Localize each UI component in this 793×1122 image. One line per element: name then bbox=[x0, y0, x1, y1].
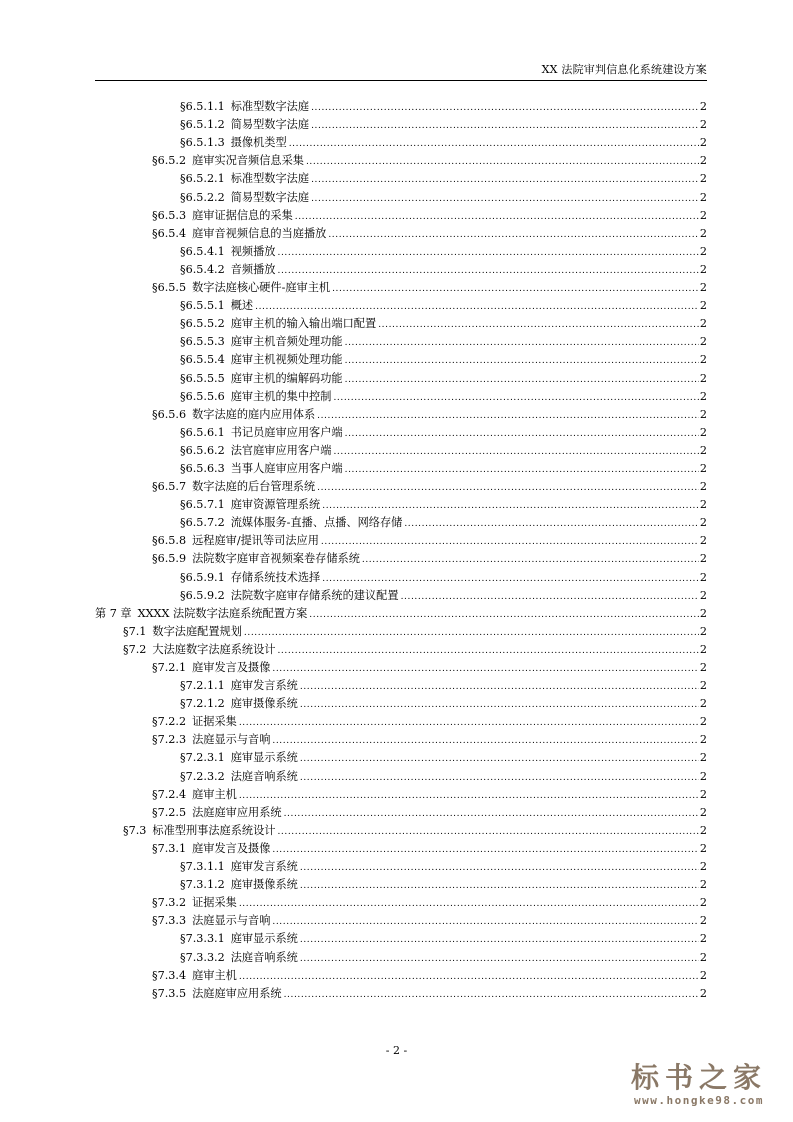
toc-entry[interactable] bbox=[95, 422, 707, 440]
toc-entry-title: 法官庭审应用客户端 bbox=[230, 443, 332, 457]
toc-dot-leader bbox=[239, 971, 699, 983]
toc-entry-number: §6.5.2.1 bbox=[180, 172, 225, 186]
toc-entry-page: 2 bbox=[699, 914, 707, 928]
toc-entry-page: 2 bbox=[699, 208, 707, 222]
toc-entry-page: 2 bbox=[699, 100, 707, 114]
toc-dot-leader bbox=[322, 500, 699, 512]
toc-entry[interactable] bbox=[95, 186, 707, 204]
toc-entry-number: §7.3.3.1 bbox=[180, 932, 225, 946]
toc-entry-number: §6.5.3 bbox=[152, 208, 187, 222]
toc-entry-number: §6.5.2 bbox=[152, 154, 187, 168]
toc-entry[interactable] bbox=[95, 711, 707, 729]
toc-dot-leader bbox=[300, 953, 699, 965]
toc-entry-page: 2 bbox=[699, 425, 707, 439]
toc-dot-leader bbox=[404, 518, 699, 530]
toc-entry-title: 证据采集 bbox=[192, 715, 237, 729]
toc-entry-number: §6.5.4.1 bbox=[180, 244, 225, 258]
toc-entry-number: §7.3.4 bbox=[152, 968, 187, 982]
toc-dot-leader bbox=[333, 446, 698, 458]
toc-entry-number: §7.2.1.1 bbox=[180, 679, 225, 693]
toc-entry-page: 2 bbox=[699, 570, 707, 584]
toc-entry-page: 2 bbox=[699, 606, 707, 620]
toc-entry-number: §6.5.4 bbox=[152, 226, 187, 240]
toc-entry-page: 2 bbox=[699, 841, 707, 855]
toc-entry-number: §7.3.3 bbox=[152, 914, 187, 928]
toc-dot-leader bbox=[345, 374, 699, 386]
toc-dot-leader bbox=[345, 355, 699, 367]
toc-entry-title: 庭审摄像系统 bbox=[230, 697, 298, 711]
toc-entry[interactable] bbox=[95, 566, 707, 584]
toc-entry-title: 法庭显示与音响 bbox=[192, 733, 271, 747]
page-number: - 2 - bbox=[385, 1044, 408, 1057]
toc-entry[interactable] bbox=[95, 820, 707, 838]
toc-entry-number: §6.5.6 bbox=[152, 407, 187, 421]
toc-entry-number: §7.2.3.2 bbox=[180, 769, 225, 783]
toc-entry-title: 法庭庭审应用系统 bbox=[192, 986, 282, 1000]
toc-entry[interactable] bbox=[95, 765, 707, 783]
toc-entry-number: §6.5.8 bbox=[152, 534, 187, 548]
document-title: XX 法院审判信息化系统建设方案 bbox=[541, 63, 707, 76]
toc-entry[interactable] bbox=[95, 530, 707, 548]
toc-entry-page: 2 bbox=[699, 932, 707, 946]
toc-dot-leader bbox=[345, 428, 699, 440]
toc-entry-number: §7.3 bbox=[123, 823, 147, 837]
toc-entry-number: §6.5.7.1 bbox=[180, 498, 225, 512]
toc-entry-title: 法院数字庭审音视频案卷存储系统 bbox=[192, 552, 360, 566]
toc-entry-number: §7.3.2 bbox=[152, 896, 187, 910]
toc-entry-title: 法庭音响系统 bbox=[230, 769, 298, 783]
toc-entry-title: 标准型数字法庭 bbox=[230, 100, 310, 114]
toc-entry[interactable] bbox=[95, 277, 707, 295]
toc-entry-page: 2 bbox=[699, 860, 707, 874]
toc-entry-title: 庭审摄像系统 bbox=[230, 878, 298, 892]
toc-entry-page: 2 bbox=[699, 661, 707, 674]
toc-entry-number: §6.5.1.1 bbox=[180, 100, 225, 114]
toc-entry-title: 证据采集 bbox=[192, 896, 237, 910]
toc-entry[interactable] bbox=[95, 241, 707, 259]
toc-entry-number: §6.5.9.1 bbox=[180, 570, 225, 584]
toc-dot-leader bbox=[311, 174, 699, 186]
toc-entry-page: 2 bbox=[699, 733, 707, 747]
toc-entry[interactable] bbox=[95, 512, 707, 530]
toc-entry-number: §6.5.5.5 bbox=[180, 371, 225, 385]
watermark bbox=[619, 1062, 779, 1107]
toc-entry-number: §6.5.5.6 bbox=[180, 389, 225, 403]
toc-dot-leader bbox=[255, 301, 699, 313]
toc-entry[interactable] bbox=[95, 440, 707, 458]
page-header bbox=[95, 64, 707, 81]
toc-entry-page: 2 bbox=[699, 190, 707, 204]
toc-entry-page: 2 bbox=[699, 335, 707, 349]
toc-entry-number: §7.2.2 bbox=[152, 715, 187, 729]
toc-entry[interactable] bbox=[95, 639, 707, 657]
toc-entry-page: 2 bbox=[699, 498, 707, 512]
toc-entry-title: 庭审发言系统 bbox=[230, 679, 298, 693]
toc-entry[interactable] bbox=[95, 476, 707, 494]
toc-entry-page: 2 bbox=[699, 172, 707, 186]
toc-entry[interactable] bbox=[95, 367, 707, 385]
toc-dot-leader bbox=[272, 844, 698, 856]
toc-entry-page: 2 bbox=[699, 968, 707, 982]
toc-entry-number: §6.5.2.2 bbox=[180, 190, 225, 204]
toc-entry[interactable] bbox=[95, 946, 707, 964]
toc-dot-leader bbox=[278, 265, 699, 277]
table-of-contents bbox=[95, 96, 707, 1001]
toc-dot-leader bbox=[272, 735, 698, 747]
toc-entry-number: §6.5.7.2 bbox=[180, 516, 225, 530]
toc-entry-page: 2 bbox=[699, 751, 707, 765]
toc-entry-title: 法庭音响系统 bbox=[230, 950, 298, 964]
toc-dot-leader bbox=[311, 120, 699, 132]
toc-entry[interactable] bbox=[95, 874, 707, 892]
toc-dot-leader bbox=[300, 772, 699, 784]
toc-entry-title: 法庭显示与音响 bbox=[192, 914, 271, 928]
toc-dot-leader bbox=[378, 319, 699, 331]
toc-dot-leader bbox=[300, 699, 699, 711]
toc-entry-title: 庭审主机音频处理功能 bbox=[230, 335, 343, 349]
toc-entry-title: 庭审显示系统 bbox=[230, 932, 298, 946]
toc-entry[interactable] bbox=[95, 965, 707, 983]
toc-dot-leader bbox=[332, 283, 699, 295]
toc-entry[interactable] bbox=[95, 585, 707, 603]
toc-entry-number: §7.3.5 bbox=[152, 986, 187, 1000]
toc-entry-title: 庭审主机的输入输出端口配置 bbox=[230, 317, 377, 331]
toc-entry-page: 2 bbox=[699, 697, 707, 711]
toc-entry[interactable] bbox=[95, 349, 707, 367]
toc-entry-page: 2 bbox=[699, 371, 707, 385]
toc-entry-title: 法院数字庭审存储系统的建议配置 bbox=[230, 588, 399, 602]
toc-entry-title: 当事人庭审应用客户端 bbox=[230, 461, 343, 475]
toc-entry[interactable] bbox=[95, 132, 707, 150]
toc-entry[interactable] bbox=[95, 168, 707, 186]
toc-dot-leader bbox=[300, 880, 699, 892]
toc-entry[interactable] bbox=[95, 458, 707, 476]
watermark-url: www.hongke98.com bbox=[634, 1094, 764, 1107]
toc-entry-number: §7.3.1.1 bbox=[180, 860, 225, 874]
toc-entry-title: 大法庭数字法庭系统设计 bbox=[152, 642, 276, 656]
toc-entry[interactable] bbox=[95, 259, 707, 277]
toc-entry-number: §6.5.6.1 bbox=[180, 425, 225, 439]
toc-entry-number: §6.5.9.2 bbox=[180, 588, 225, 602]
toc-dot-leader bbox=[272, 916, 698, 928]
toc-entry-number: §6.5.4.2 bbox=[180, 262, 225, 276]
toc-entry-page: 2 bbox=[699, 118, 707, 132]
toc-entry-page: 2 bbox=[699, 878, 707, 892]
toc-entry-page: 2 bbox=[699, 317, 707, 331]
toc-dot-leader bbox=[278, 247, 699, 259]
toc-entry-page: 2 bbox=[699, 823, 707, 837]
toc-entry-page: 2 bbox=[699, 642, 707, 656]
toc-entry-title: 庭审主机 bbox=[192, 787, 237, 801]
toc-entry-number: §7.2.1 bbox=[152, 661, 187, 674]
toc-entry[interactable] bbox=[95, 729, 707, 747]
toc-dot-leader bbox=[317, 410, 699, 422]
toc-entry[interactable] bbox=[95, 603, 707, 621]
toc-entry[interactable] bbox=[95, 675, 707, 693]
toc-entry[interactable] bbox=[95, 331, 707, 349]
toc-dot-leader bbox=[321, 536, 699, 548]
toc-dot-leader bbox=[284, 989, 699, 1001]
toc-dot-leader bbox=[272, 663, 698, 675]
toc-entry[interactable] bbox=[95, 856, 707, 874]
toc-dot-leader bbox=[244, 627, 699, 639]
toc-entry-title: 标准型数字法庭 bbox=[230, 172, 310, 186]
toc-entry-title: 概述 bbox=[230, 299, 254, 313]
toc-dot-leader bbox=[284, 808, 699, 820]
toc-entry-title: 书记员庭审应用客户端 bbox=[230, 425, 343, 439]
toc-entry-title: 庭审显示系统 bbox=[230, 751, 298, 765]
toc-entry-title: 庭审发言系统 bbox=[230, 860, 298, 874]
toc-entry[interactable] bbox=[95, 910, 707, 928]
toc-entry-page: 2 bbox=[699, 443, 707, 457]
toc-entry[interactable] bbox=[95, 313, 707, 331]
toc-entry[interactable] bbox=[95, 983, 707, 1001]
toc-entry-title: 数字法庭的后台管理系统 bbox=[192, 480, 316, 494]
toc-entry-page: 2 bbox=[699, 353, 707, 367]
toc-entry-number: §6.5.5.1 bbox=[180, 299, 225, 313]
toc-entry-number: §7.2.3.1 bbox=[180, 751, 225, 765]
toc-entry-page: 2 bbox=[699, 281, 707, 295]
toc-entry-page: 2 bbox=[699, 262, 707, 276]
toc-dot-leader bbox=[300, 753, 699, 765]
toc-entry-title: 数字法庭配置规划 bbox=[152, 624, 242, 638]
toc-entry-title: 远程庭审/提讯等司法应用 bbox=[192, 534, 319, 548]
toc-entry-page: 2 bbox=[699, 624, 707, 638]
toc-dot-leader bbox=[306, 156, 699, 168]
toc-entry-page: 2 bbox=[699, 552, 707, 566]
toc-entry-page: 2 bbox=[699, 896, 707, 910]
toc-dot-leader bbox=[277, 645, 698, 657]
toc-entry-page: 2 bbox=[699, 588, 707, 602]
toc-entry[interactable] bbox=[95, 404, 707, 422]
toc-entry[interactable] bbox=[95, 150, 707, 168]
toc-entry[interactable] bbox=[95, 693, 707, 711]
toc-dot-leader bbox=[328, 229, 699, 241]
toc-entry-title: 庭审音视频信息的当庭播放 bbox=[192, 226, 327, 240]
toc-entry[interactable] bbox=[95, 295, 707, 313]
toc-entry-number: §7.2 bbox=[123, 642, 147, 656]
toc-entry[interactable] bbox=[95, 114, 707, 132]
toc-entry-title: 数字法庭的庭内应用体系 bbox=[192, 407, 316, 421]
toc-entry[interactable] bbox=[95, 657, 707, 675]
toc-dot-leader bbox=[239, 898, 699, 910]
toc-entry-page: 2 bbox=[699, 805, 707, 819]
toc-entry-title: 流媒体服务-直播、点播、网络存储 bbox=[230, 516, 403, 530]
toc-entry-page: 2 bbox=[699, 715, 707, 729]
toc-dot-leader bbox=[333, 392, 698, 404]
toc-entry-number: §6.5.9 bbox=[152, 552, 187, 566]
toc-entry-number: §7.3.1.2 bbox=[180, 878, 225, 892]
toc-entry-title: XXXX 法院数字法庭系统配置方案 bbox=[137, 606, 308, 620]
toc-entry-title: 视频播放 bbox=[230, 244, 276, 258]
toc-entry[interactable] bbox=[95, 621, 707, 639]
toc-entry-title: 庭审资源管理系统 bbox=[230, 498, 321, 512]
toc-dot-leader bbox=[295, 211, 699, 223]
toc-entry-page: 2 bbox=[699, 136, 707, 150]
toc-entry[interactable] bbox=[95, 386, 707, 404]
toc-entry-number: §7.1 bbox=[123, 624, 147, 638]
toc-entry-title: 庭审实况音频信息采集 bbox=[192, 154, 304, 168]
toc-dot-leader bbox=[311, 193, 699, 205]
toc-entry[interactable] bbox=[95, 96, 707, 114]
toc-entry-number: §6.5.6.3 bbox=[180, 461, 225, 475]
toc-entry-page: 2 bbox=[699, 299, 707, 313]
toc-entry-number: §7.2.3 bbox=[152, 733, 187, 747]
toc-dot-leader bbox=[317, 482, 699, 494]
toc-entry-page: 2 bbox=[699, 389, 707, 403]
toc-entry-page: 2 bbox=[699, 461, 707, 475]
toc-entry-number: §6.5.5 bbox=[152, 281, 187, 295]
toc-entry-page: 2 bbox=[699, 769, 707, 783]
toc-entry[interactable] bbox=[95, 838, 707, 856]
toc-entry-title: 存储系统技术选择 bbox=[230, 570, 321, 584]
toc-entry[interactable] bbox=[95, 548, 707, 566]
toc-entry-page: 2 bbox=[699, 407, 707, 421]
toc-dot-leader bbox=[277, 826, 698, 838]
toc-dot-leader bbox=[322, 573, 699, 585]
toc-entry-number: §7.3.1 bbox=[152, 841, 187, 855]
toc-dot-leader bbox=[311, 102, 699, 114]
toc-entry-title: 简易型数字法庭 bbox=[230, 118, 310, 132]
toc-entry-page: 2 bbox=[699, 534, 707, 548]
toc-entry-title: 庭审主机视频处理功能 bbox=[230, 353, 343, 367]
toc-dot-leader bbox=[300, 862, 699, 874]
toc-entry-number: §7.2.5 bbox=[152, 805, 187, 819]
toc-entry-number: §6.5.7 bbox=[152, 480, 187, 494]
toc-entry-title: 标准型刑事法庭系统设计 bbox=[152, 823, 276, 837]
toc-dot-leader bbox=[289, 138, 699, 150]
toc-entry[interactable] bbox=[95, 928, 707, 946]
toc-entry-page: 2 bbox=[699, 480, 707, 494]
toc-entry-number: §6.5.5.3 bbox=[180, 335, 225, 349]
page-footer bbox=[0, 1044, 793, 1057]
toc-entry-number: §7.2.4 bbox=[152, 787, 187, 801]
toc-entry-number: §7.2.1.2 bbox=[180, 697, 225, 711]
toc-entry-page: 2 bbox=[699, 787, 707, 801]
toc-dot-leader bbox=[345, 337, 699, 349]
toc-dot-leader bbox=[300, 681, 699, 693]
toc-entry-title: 法庭庭审应用系统 bbox=[192, 805, 282, 819]
toc-entry-title: 简易型数字法庭 bbox=[230, 190, 310, 204]
toc-dot-leader bbox=[300, 934, 699, 946]
toc-entry-title: 庭审主机 bbox=[192, 968, 237, 982]
toc-entry-number: §6.5.1.3 bbox=[180, 136, 225, 150]
toc-entry-number: §6.5.1.2 bbox=[180, 118, 225, 132]
toc-dot-leader bbox=[345, 464, 699, 476]
toc-dot-leader bbox=[362, 554, 699, 566]
toc-entry-number: §6.5.6.2 bbox=[180, 443, 225, 457]
toc-dot-leader bbox=[401, 591, 699, 603]
toc-entry-page: 2 bbox=[699, 226, 707, 240]
toc-entry-page: 2 bbox=[699, 244, 707, 258]
toc-entry-number: §6.5.5.4 bbox=[180, 353, 225, 367]
toc-dot-leader bbox=[239, 790, 699, 802]
toc-entry-title: 庭审主机的集中控制 bbox=[230, 389, 332, 403]
toc-entry-page: 2 bbox=[699, 950, 707, 964]
toc-entry-number: 第 7 章 bbox=[95, 606, 132, 620]
toc-entry-title: 音频播放 bbox=[230, 262, 276, 276]
toc-entry-page: 2 bbox=[699, 516, 707, 530]
toc-entry-title: 庭审发言及摄像 bbox=[192, 661, 271, 674]
watermark-logo: 标书之家 bbox=[630, 1061, 767, 1094]
toc-entry-page: 2 bbox=[699, 679, 707, 693]
toc-entry[interactable] bbox=[95, 802, 707, 820]
toc-entry[interactable] bbox=[95, 747, 707, 765]
toc-entry[interactable] bbox=[95, 784, 707, 802]
toc-entry[interactable] bbox=[95, 494, 707, 512]
toc-entry-page: 2 bbox=[699, 154, 707, 168]
toc-dot-leader bbox=[239, 717, 699, 729]
toc-entry-title: 庭审主机的编解码功能 bbox=[230, 371, 343, 385]
toc-dot-leader bbox=[309, 609, 699, 621]
toc-entry-title: 庭审证据信息的采集 bbox=[192, 208, 293, 222]
toc-entry-title: 摄像机类型 bbox=[230, 136, 287, 150]
toc-entry[interactable] bbox=[95, 223, 707, 241]
toc-entry-page: 2 bbox=[699, 986, 707, 1000]
toc-entry-title: 数字法庭核心硬件-庭审主机 bbox=[192, 281, 331, 295]
toc-entry[interactable] bbox=[95, 205, 707, 223]
toc-entry-number: §7.3.3.2 bbox=[180, 950, 225, 964]
toc-entry-number: §6.5.5.2 bbox=[180, 317, 225, 331]
toc-entry-title: 庭审发言及摄像 bbox=[192, 841, 271, 855]
toc-entry[interactable] bbox=[95, 892, 707, 910]
